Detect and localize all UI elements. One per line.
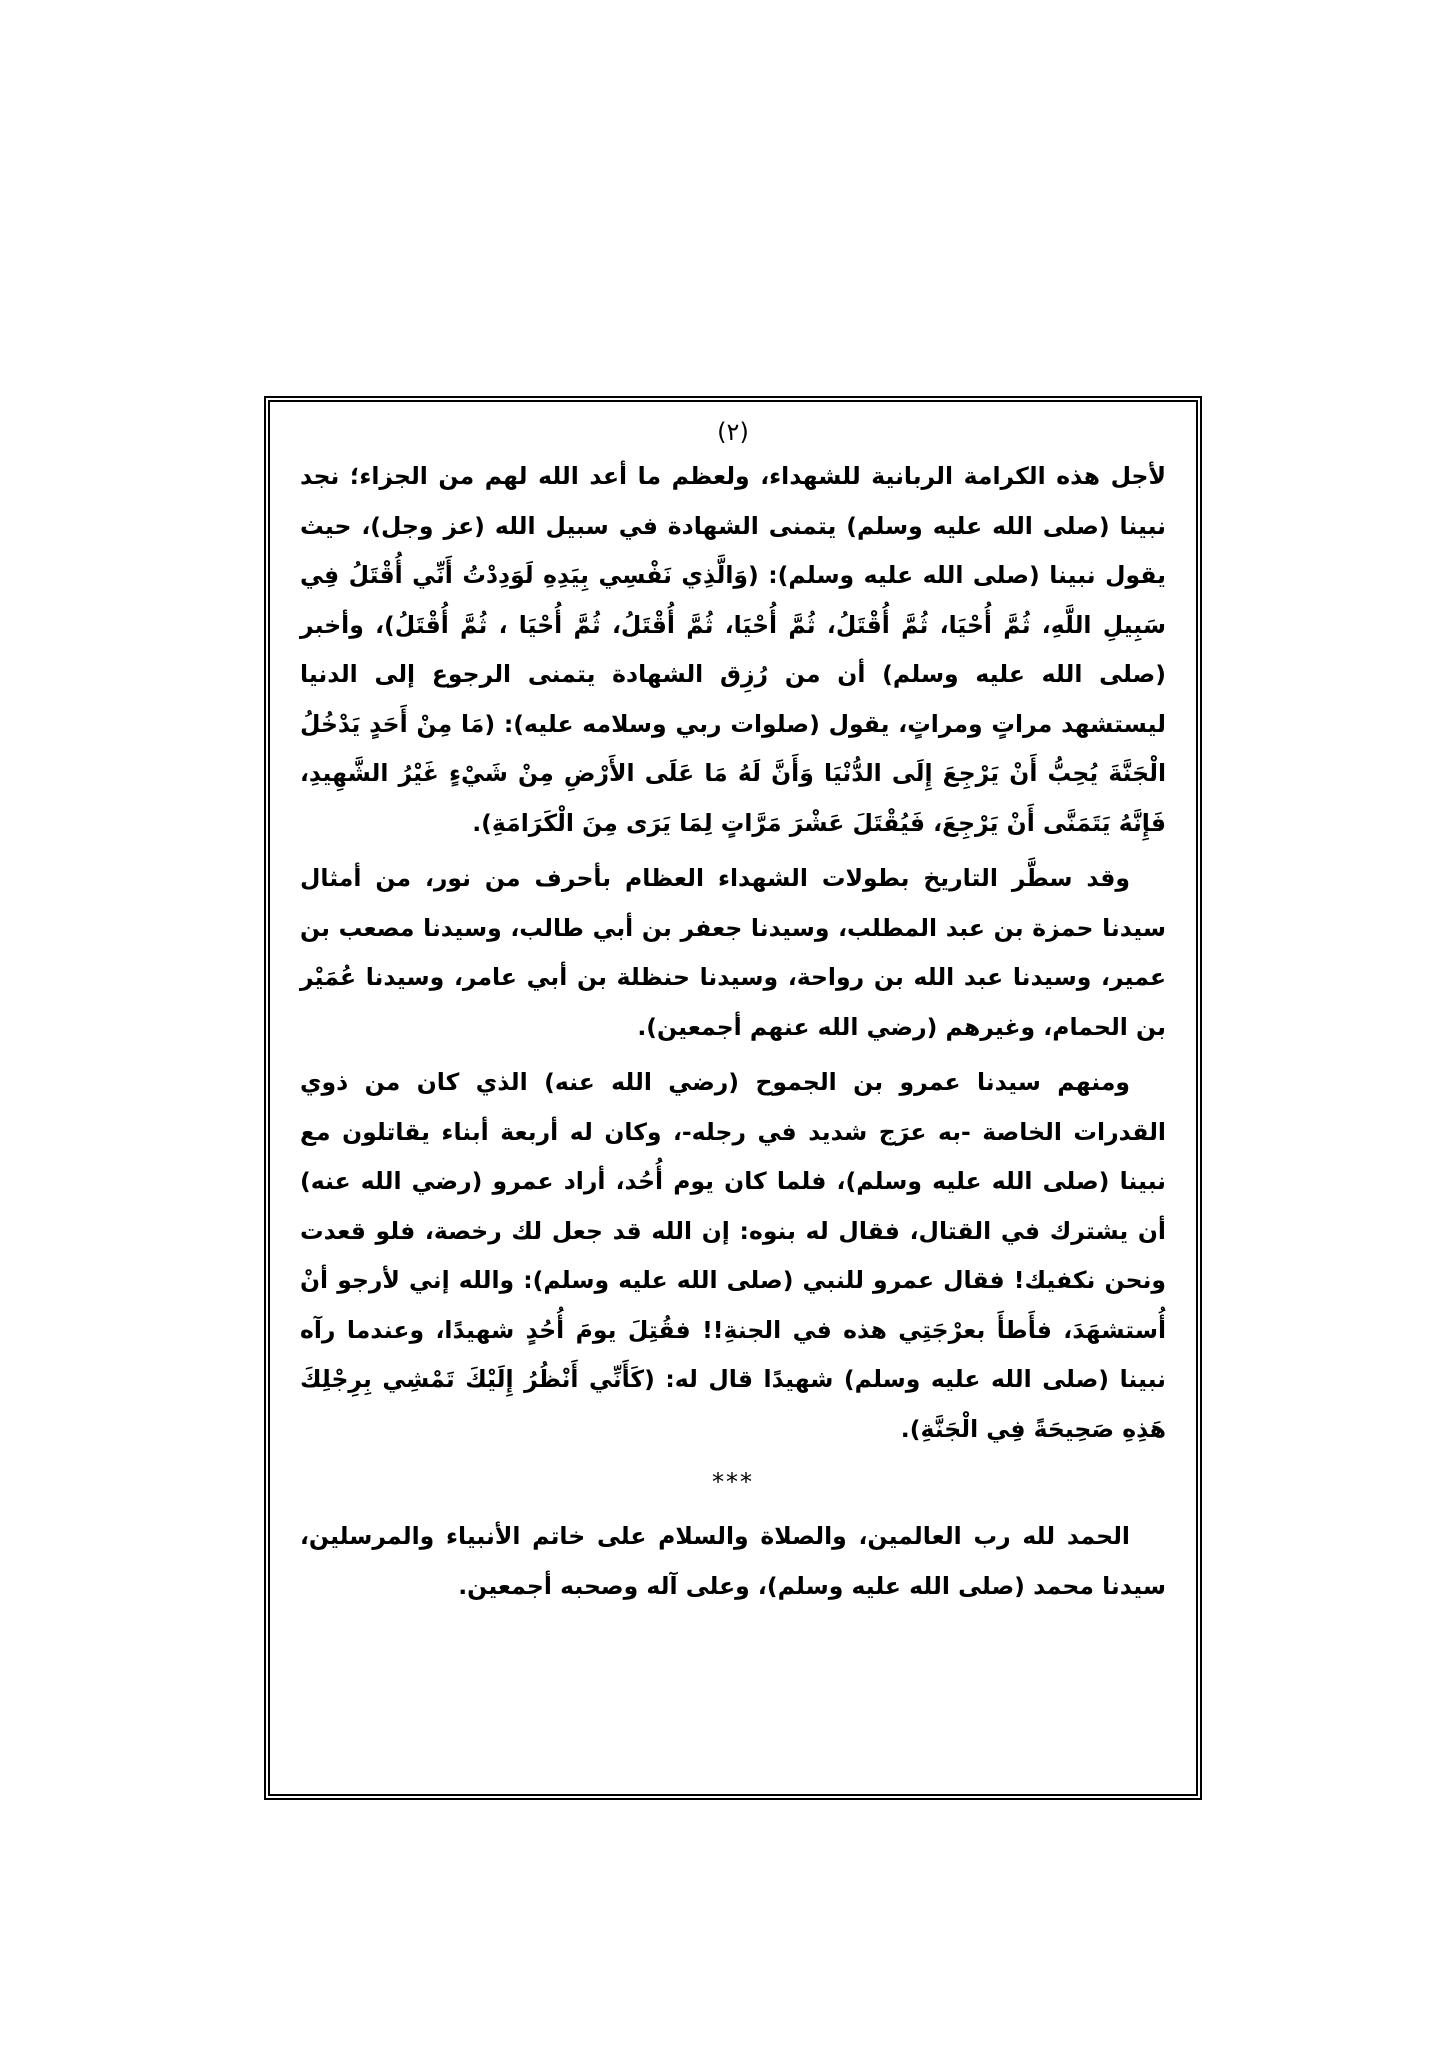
paragraph-great-martyrs: وقد سطَّر التاريخ بطولات الشهداء العظام بأحرف من نور، من أمثال سيدنا حمزة بن عبد المطلب، وسيدنا جعفر بن أبي طالب، وسيدنا مصعب بن عمير، وسيدنا عبد الله بن رواحة، وسيدنا حنظلة بن أبي عامر، وسيدنا عُمَيْر بن الحمام، وغيرهم (رضي الله عنهم أجمعين).: [300, 864, 1166, 1041]
document-body: [300, 416, 1166, 1611]
section-separator: ***: [712, 1468, 754, 1496]
closing-paragraph: الحمد لله رب العالمين، والصلاة والسلام على خاتم الأنبياء والمرسلين، سيدنا محمد (صلى الله عليه وسلم)، وعلى آله وصحبه أجمعين.: [300, 1522, 1166, 1600]
paragraph-martyrdom-honor: لأجل هذه الكرامة الربانية للشهداء، ولعظم ما أعد الله لهم من الجزاء؛ نجد نبينا (صلى الله عليه وسلم) يتمنى الشهادة في سبيل الله (عز وجل)، حيث يقول نبينا (صلى الله عليه وسلم): (وَالَّذِي نَفْسِي بِيَدِهِ لَوَدِدْتُ أَنِّي أُقْتَلُ فِي سَبِيلِ اللَّهِ، ثُمَّ أُحْيَا، ثُمَّ أُقْتَلُ، ثُمَّ أُحْيَا، ثُمَّ أُقْتَلُ، ثُمَّ أُحْيَا ، ثُمَّ أُقْتَلُ)، وأخبر (صلى الله عليه وسلم) أن من رُزِق الشهادة يتمنى الرجوع إلى الدنيا ليستشهد مراتٍ ومراتٍ، يقول (صلوات ربي وسلامه عليه): (مَا مِنْ أَحَدٍ يَدْخُلُ الْجَنَّةَ يُحِبُّ أَنْ يَرْجِعَ إِلَى الدُّنْيَا وَأَنَّ لَهُ مَا عَلَى الأَرْضِ مِنْ شَيْءٍ غَيْرُ الشَّهِيدِ، فَإِنَّهُ يَتَمَنَّى أَنْ يَرْجِعَ، فَيُقْتَلَ عَشْرَ مَرَّاتٍ لِمَا يَرَى مِنَ الْكَرَامَةِ).: [300, 462, 1166, 837]
page-number: (٢): [717, 418, 749, 446]
paragraph-amr-ibn-al-jamuh: ومنهم سيدنا عمرو بن الجموح (رضي الله عنه) الذي كان من ذوي القدرات الخاصة -به عرَج شديد في رجله-، وكان له أربعة أبناء يقاتلون مع نبينا (صلى الله عليه وسلم)، فلما كان يوم أُحُد، أراد عمرو (رضي الله عنه) أن يشترك في القتال، فقال له بنوه: إن الله قد جعل لك رخصة، فلو قعدت ونحن نكفيك! فقال عمرو للنبي (صلى الله عليه وسلم): والله إني لأرجو أنْ أُستشهَدَ، فأَطأَ بعرْجَتِي هذه في الجنةِ!! فقُتِلَ يومَ أُحُدٍ شهيدًا، وعندما رآه نبينا (صلى الله عليه وسلم) شهيدًا قال له: (كَأَنِّي أَنْظُرُ إِلَيْكَ تَمْشِي بِرِجْلِكَ هَذِهِ صَحِيحَةً فِي الْجَنَّةِ).: [300, 1068, 1166, 1443]
page-frame: [264, 396, 1202, 1800]
